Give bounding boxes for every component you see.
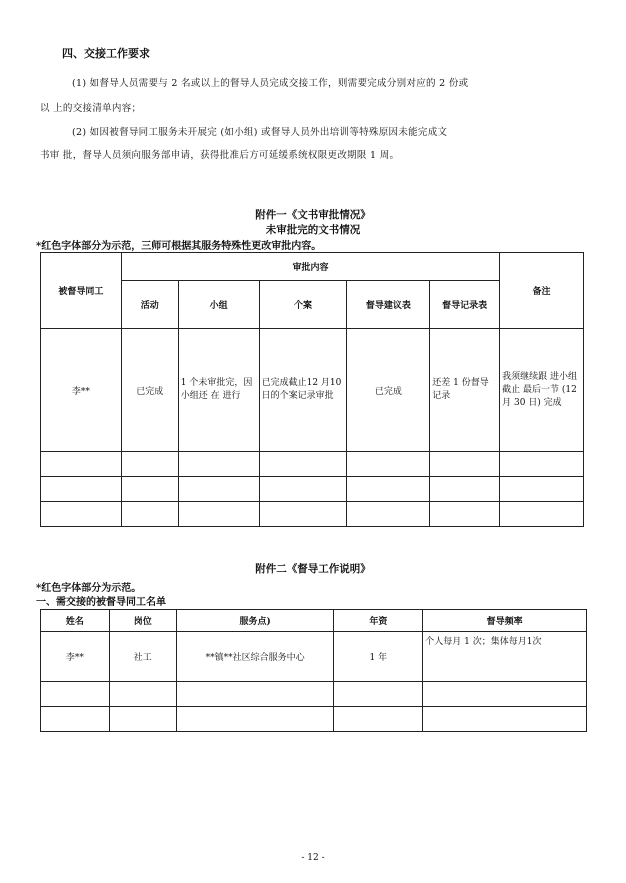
- cell-case: 已完成截止12 月10 日的个案记录审批: [259, 329, 347, 452]
- cell-years: 1 年: [334, 632, 423, 682]
- attachment1-title: 附件一《文书审批情况》: [255, 209, 371, 221]
- cell-position: 社工: [109, 632, 176, 682]
- cell-activity: 已完成: [121, 329, 178, 452]
- table-row: [41, 329, 584, 452]
- cell-service-point: **镇**社区综合服务中心: [176, 632, 334, 682]
- cell-name: 李**: [41, 632, 110, 682]
- table-row: [41, 632, 587, 682]
- approval-table: [40, 252, 584, 527]
- header-supervisee: 被督导同工: [41, 253, 122, 329]
- attachment1-subtitle: 未审批完的文书情况: [265, 224, 361, 236]
- header-activity: 活动: [121, 281, 178, 329]
- cell-suggestion: 已完成: [347, 329, 430, 452]
- cell-remark: 我须继续跟 进小组截止 最后一节 (12 月 30 日) 完成: [500, 329, 584, 452]
- header-case: 个案: [259, 281, 347, 329]
- page-number: - 12 -: [301, 853, 325, 863]
- table-row: [41, 477, 584, 502]
- table-row: [41, 707, 587, 732]
- header-frequency: 督导频率: [423, 610, 587, 632]
- header-group: 小组: [178, 281, 259, 329]
- cell-frequency: 个人每月 1 次；集体每月1次: [423, 632, 587, 682]
- header-service-point: 服务点): [176, 610, 334, 632]
- attachment1-note: *红色字体部分为示范，三师可根据其服务特殊性更改审批内容。: [36, 241, 322, 252]
- section-heading: 四、交接工作要求: [62, 47, 150, 60]
- attachment2-title: 附件二《督导工作说明》: [255, 563, 371, 575]
- attachment2-section: 一、需交接的被督导同工名单: [36, 597, 166, 608]
- table-row: [41, 452, 584, 477]
- header-record-form: 督导记录表: [430, 281, 500, 329]
- table-row: [41, 502, 584, 527]
- paragraph-2-line-1: (2) 如因被督导同工服务未开展完 (如小组) 或督导人员外出培训等特殊原因未能完成文: [72, 127, 448, 138]
- header-position: 岗位: [109, 610, 176, 632]
- header-suggestion-form: 督导建议表: [347, 281, 430, 329]
- cell-record: 还差 1 份督导记录: [430, 329, 500, 452]
- header-years: 年资: [334, 610, 423, 632]
- attachment2-note: *红色字体部分为示范。: [36, 583, 142, 594]
- table-row: [41, 682, 587, 707]
- cell-group: 1 个未审批完，因小组还 在 进行: [178, 329, 259, 452]
- supervisee-list-table: [40, 609, 587, 732]
- header-name: 姓名: [41, 610, 110, 632]
- paragraph-1-line-2: 以 上的交接清单内容；: [40, 103, 142, 114]
- paragraph-2-line-2: 书审 批，督导人员须向服务部申请，获得批准后方可延缓系统权限更改期限 1 周。: [40, 150, 400, 161]
- header-remark: 备注: [500, 253, 584, 329]
- header-approval-content: 审批内容: [121, 253, 499, 281]
- cell-supervisee: 李**: [41, 329, 122, 452]
- paragraph-1-line-1: (1) 如督导人员需要与 2 名或以上的督导人员完成交接工作，则需要完成分别对应的 2 份或: [72, 78, 469, 89]
